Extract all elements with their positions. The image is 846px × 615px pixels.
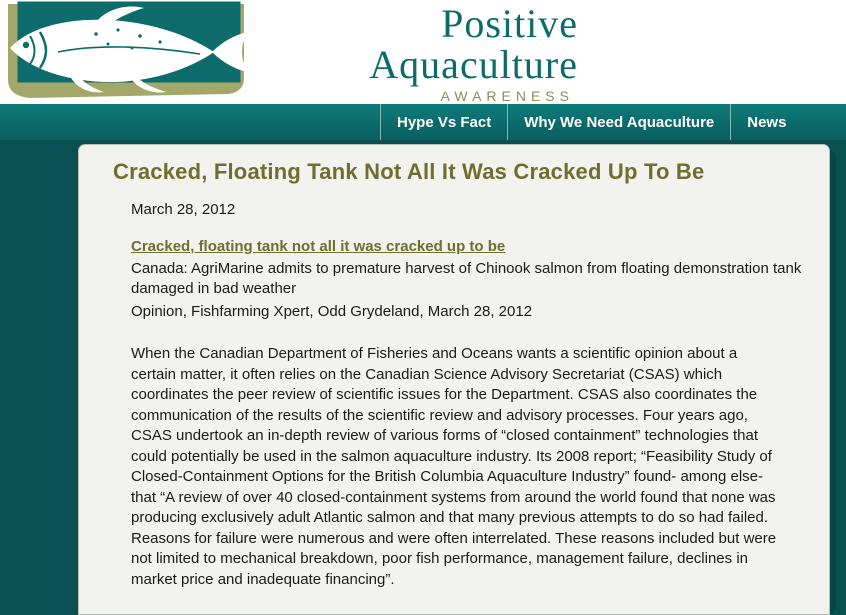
left-rail <box>0 140 76 615</box>
salmon-fish-icon <box>0 0 250 100</box>
source-description-line-1: Canada: AgriMarine admits to premature harvest of Chinook salmon from floating demonstration tank damaged in bad weather <box>131 260 802 297</box>
nav-item-hype-vs-fact[interactable] <box>380 104 507 140</box>
nav-item-label: Why We Need Aquaculture <box>524 113 715 131</box>
nav-item-why-we-need-aquaculture[interactable] <box>507 104 730 140</box>
site-logo-wordmark <box>248 1 578 104</box>
nav-item-news[interactable] <box>730 104 802 140</box>
article-body-text: When the Canadian Department of Fisheries and Oceans wants a scientific opinion about a certain matter, it often relies on the Canadian Science Advisory Secretariat (CSAS) which coordinates the peer review of scientific issues for the Department. CSAS also coordinates the communication of the results of the scientific review and advisory processes. Four years ago, CSAS undertook an in-depth review of various forms of “closed containment” technologies that could potentially be used in the salmon aquaculture industry. Its 2008 report; “Feasibility Study of Closed-Containment Options for the British Columbia Aquaculture Industry” found- among else- that “A review of over 40 closed-containment systems from around the world found that none was producing exclusively adult Atlantic salmon and that many previous attempts to do so had failed. Reasons for failure were numerous and were often interrelated. These reasons included but were not limited to mechanical breakdown, poor fish performance, management failure, declines in market price and inadequate financing”. <box>131 345 777 588</box>
nav-left-spacer <box>0 104 380 140</box>
site-header <box>0 0 846 104</box>
main-navigation <box>0 104 846 140</box>
nav-item-label: News <box>747 113 787 131</box>
source-article-link[interactable]: Cracked, floating tank not all it was cracked up to be <box>131 238 506 255</box>
page-title: Cracked, Floating Tank Not All It Was Cracked Up To Be <box>113 159 705 184</box>
nav-item-label: Hype Vs Fact <box>397 113 492 131</box>
logo-line-positive: Positive <box>441 1 578 46</box>
article-date: March 28, 2012 <box>131 201 236 218</box>
source-description-line-2: Opinion, Fishfarming Xpert, Odd Grydeland, March 28, 2012 <box>131 303 533 320</box>
article-card <box>78 144 830 615</box>
logo-line-awareness: AWARENESS <box>440 88 574 104</box>
logo-line-aquaculture: Aquaculture <box>369 42 578 87</box>
